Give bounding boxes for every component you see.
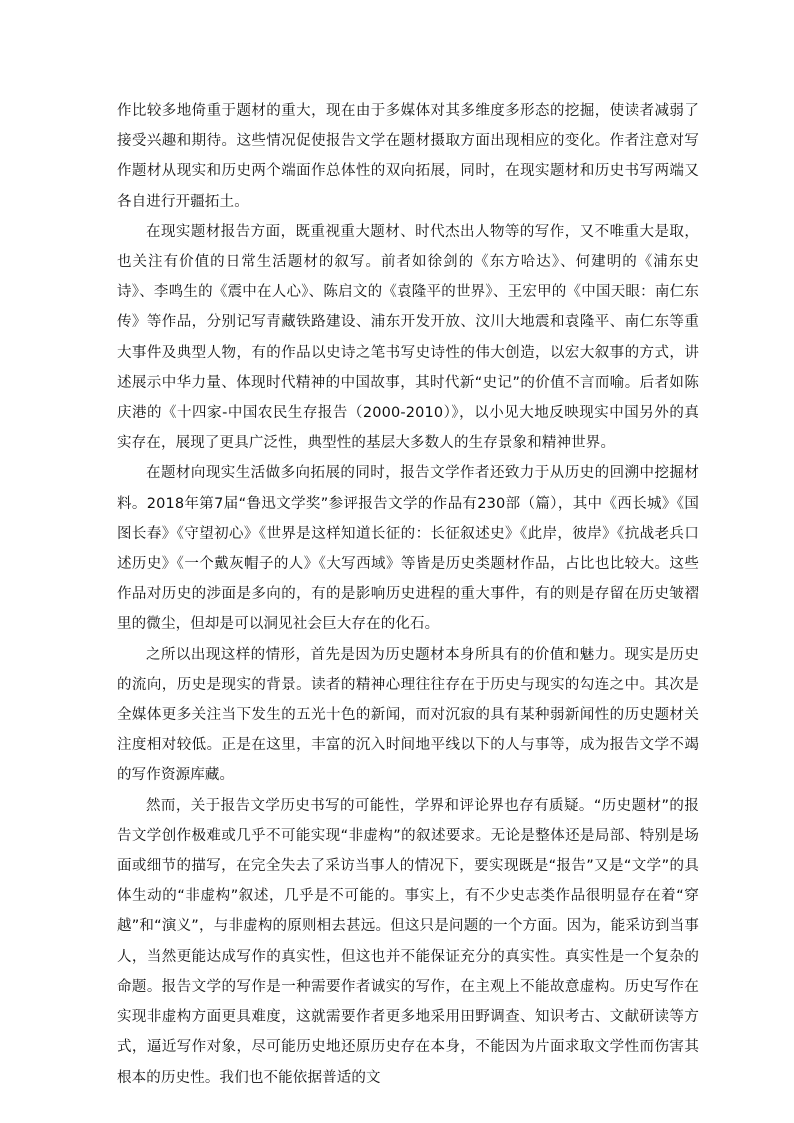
paragraph-4: 之所以出现这样的情形，首先是因为历史题材本身所具有的价值和魅力。现实是历史的流向，历史是现实的背景。读者的精神心理往往存在于历史与现实的勾连之中。其次是全媒体更多关注当下发生的五光十色的新闻，而对沉寂的具有某种弱新闻性的历史题材关注度相对较低。正是在这里，丰富的沉入时间地平线以下的人与事等，成为报告文学不竭的写作资源库藏。 [117,646,699,784]
paragraph-3: 在题材向现实生活做多向拓展的同时，报告文学作者还致力于从历史的回溯中挖掘材料。2018年第7届“鲁迅文学奖”参评报告文学的作品有230部（篇），其中《西长城》《国图长春》《守望初心》《世界是这样知道长征的：长征叙述史》《此岸，彼岸》《抗战老兵口述历史》《一个戴灰帽子的人》《大写西域》等皆是历史类题材作品，占比也比较大。这些作品对历史的涉面是多向的，有的是影响历史进程的重大事件，有的则是存留在历史皱褶里的微尘，但却是可以洞见社会巨大存在的化石。 [117,465,699,633]
paragraph-1: 作比较多地倚重于题材的重大，现在由于多媒体对其多维度多形态的挖掘，使读者减弱了接受兴趣和期待。这些情况促使报告文学在题材摄取方面出现相应的变化。作者注意对写作题材从现实和历史两个端面作总体性的双向拓展，同时，在现实题材和历史书写两端又各自进行开疆拓土。 [117,103,699,210]
body-text [117,96,699,1093]
paragraph-2: 在现实题材报告方面，既重视重大题材、时代杰出人物等的写作，又不唯重大是取，也关注有价值的日常生活题材的叙写。前者如徐剑的《东方哈达》、何建明的《浦东史诗》、李鸣生的《震中在人心》、陈启文的《袁隆平的世界》、王宏甲的《中国天眼：南仁东传》等作品，分别记写青藏铁路建设、浦东开发开放、汶川大地震和袁隆平、南仁东等重大事件及典型人物，有的作品以史诗之笔书写史诗性的伟大创造，以宏大叙事的方式，讲述展示中华力量、体现时代精神的中国故事，其时代新“史记”的价值不言而喻。后者如陈庆港的《十四家-中国农民生存报告（2000-2010）》，以小见大地反映现实中国另外的真实存在，展现了更具广泛性，典型性的基层大多数人的生存景象和精神世界。 [117,223,699,452]
paragraph-5: 然而，关于报告文学历史书写的可能性，学界和评论界也存有质疑。“历史题材”的报告文学创作极难或几乎不可能实现“非虚构”的叙述要求。无论是整体还是局部、特别是场面或细节的描写，在完全失去了采访当事人的情况下，要实现既是“报告”又是“文学”的具体生动的“非虚构”叙述，几乎是不可能的。事实上，有不少史志类作品很明显存在着“穿越”和“演义”，与非虚构的原则相去甚远。但这只是问题的一个方面。因为，能采访到当事人，当然更能达成写作的真实性，但这也并不能保证充分的真实性。真实性是一个复杂的命题。报告文学的写作是一种需要作者诚实的写作，在主观上不能故意虚构。历史写作在实现非虚构方面更具难度，这就需要作者更多地采用田野调查、知识考古、文献研读等方式，逼近写作对象，尽可能历史地还原历史存在本身，不能因为片面求取文学性而伤害其根本的历史性。我们也不能依据普适的文 [117,797,699,1086]
